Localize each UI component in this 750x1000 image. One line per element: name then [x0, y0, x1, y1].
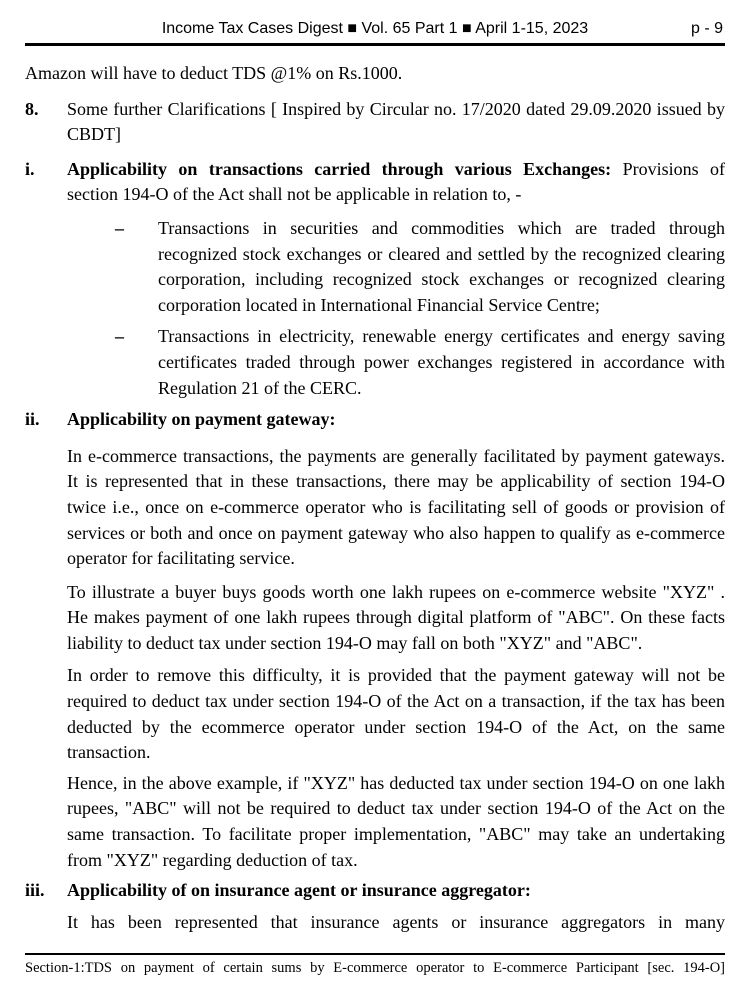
paragraph-amazon-tds: Amazon will have to deduct TDS @1% on Rs.1000.	[25, 63, 403, 83]
footer-rule	[25, 953, 725, 955]
paragraph-payment-gateway-2: To illustrate a buyer buys goods worth one lakh rupees on e-commerce website "XYZ" . He makes payment of one lakh rupees through digital platform of "ABC". On these facts liability to deduct tax under section 194-O may fall on both "XYZ" and "ABC".	[67, 581, 725, 653]
clause-iii-number: iii.	[25, 880, 45, 901]
clause-ii-heading: Applicability on payment gateway:	[67, 409, 336, 430]
clause-i-number: i.	[25, 158, 35, 179]
clause-iii	[25, 878, 725, 904]
page-header	[25, 0, 725, 46]
page-number: p - 9	[690, 20, 723, 37]
clause-ii-number: ii.	[25, 409, 40, 430]
clause-ii	[25, 407, 725, 433]
header-rule	[25, 43, 725, 46]
clause-i	[25, 157, 725, 208]
bullet-electricity	[115, 324, 725, 401]
page-footer	[25, 953, 725, 977]
paragraph-insurance: It has been represented that insurance agents or insurance aggregators in many	[67, 911, 725, 932]
clause-i-heading: Applicability on transactions carried through various Exchanges:	[67, 158, 612, 179]
document-body	[25, 61, 725, 935]
clause-iii-heading: Applicability of on insurance agent or insurance aggregator:	[67, 880, 531, 901]
clause-8	[25, 97, 725, 148]
journal-title: Income Tax Cases Digest ■ Vol. 65 Part 1 ■ April 1-15, 2023	[161, 20, 589, 37]
paragraph-payment-gateway-4: Hence, in the above example, if "XYZ" has deducted tax under section 194-O on one lakh rupees, "ABC" will not be required to deduct tax under section 194-O of the Act on the same transaction. To facilitate proper implementation, "ABC" may take an undertaking from "XYZ" regarding deduction of tax.	[67, 772, 725, 870]
dash-icon: –	[115, 326, 124, 347]
clause-i-body: Provisions of section 194-O of the Act shall not be applicable in relation to, -	[67, 158, 726, 205]
clause-8-number: 8.	[25, 98, 39, 119]
clause-i-text	[67, 157, 725, 208]
paragraph-payment-gateway-1: In e-commerce transactions, the payments are generally facilitated by payment gateways. It is represented that in these transactions, there may be applicability of section 194-O twice i.e., once on e-commerce operator who is facilitating sell of goods or provision of services or both and once on payment gateway who also happen to qualify as e-commerce operator for facilitating service.	[67, 445, 725, 569]
bullet-exchanges-text: Transactions in securities and commodities which are traded through recognized stock exchanges or cleared and settled by the recognized clearing corporation, including recognized stock exchanges or recognized clearing corporation located in International Financial Service Centre;	[158, 217, 725, 315]
bullet-electricity-text: Transactions in electricity, renewable energy certificates and energy saving certificates traded through power exchanges registered in accordance with Regulation 21 of the CERC.	[158, 326, 725, 398]
bullet-exchanges	[115, 216, 725, 318]
paragraph-payment-gateway-3: In order to remove this difficulty, it is provided that the payment gateway will not be required to deduct tax under section 194-O of the Act on a transaction, if the tax has been deducted by the ecommerce operator under section 194-O of the Act, on the same transaction.	[67, 665, 725, 763]
footer-section-label: Section-1:TDS on payment of certain sums by E-commerce operator to E-commerce Participant [sec. 194-O]	[25, 960, 725, 976]
clause-8-text: Some further Clarifications [ Inspired by Circular no. 17/2020 dated 29.09.2020 issued by CBDT]	[67, 98, 725, 145]
header-row	[25, 19, 725, 39]
dash-icon: –	[115, 217, 124, 238]
